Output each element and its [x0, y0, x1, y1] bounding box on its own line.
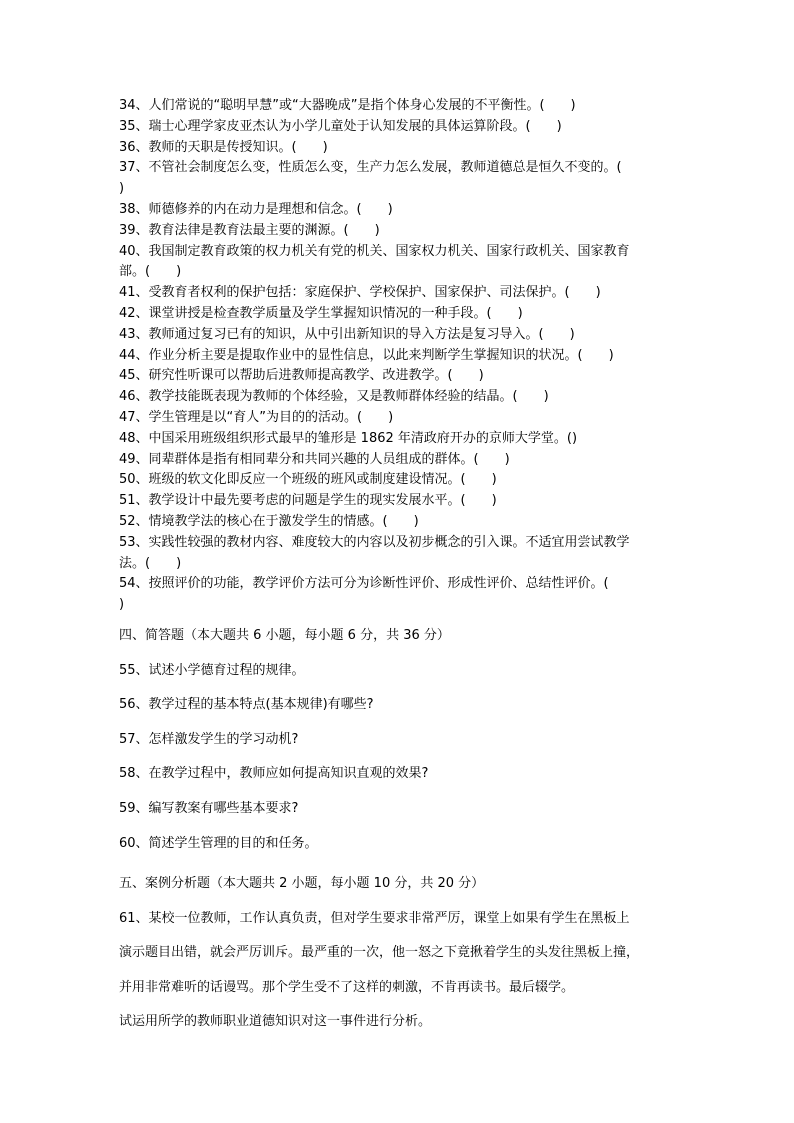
question-item [119, 429, 679, 450]
question-text: 49、同辈群体是指有相同辈分和共同兴趣的人员组成的群体。( ) [119, 451, 510, 467]
case-analysis-section [119, 874, 679, 1047]
question-item [119, 325, 679, 346]
question-text: 45、研究性听课可以帮助后进教师提高教学、改进教学。( ) [119, 368, 484, 384]
question-text: 51、教学设计中最先要考虑的问题是学生的现实发展水平。( ) [119, 493, 497, 509]
short-answer-question: 56、教学过程的基本特点(基本规律)有哪些? [119, 697, 374, 713]
question-item [119, 283, 679, 304]
question-text: 38、师德修养的内在动力是理想和信念。( ) [119, 201, 393, 217]
question-item [119, 346, 679, 367]
question-text: 37、不管社会制度怎么变，性质怎么变，生产力怎么发展，教师道德总是恒久不变的。( [119, 160, 622, 176]
question-item [119, 470, 679, 491]
question-text: 法。( ) [119, 555, 182, 571]
short-answer-question: 55、试述小学德育过程的规律。 [119, 662, 305, 678]
case-text-line: 演示题目出错，就会严厉训斥。最严重的一次，他一怒之下竟揪着学生的头发往黑板上撞， [119, 945, 640, 960]
question-text: 40、我国制定教育政策的权力机关有党的机关、国家权力机关、国家行政机关、国家教育 [119, 243, 630, 259]
case-text-line: 试运用所学的教师职业道德知识对这一事件进行分析。 [119, 1014, 432, 1029]
question-item [119, 450, 679, 471]
question-item [119, 387, 679, 408]
question-text: 35、瑞士心理学家皮亚杰认为小学儿童处于认知发展的具体运算阶段。( ) [119, 118, 562, 134]
question-text: 53、实践性较强的教材内容、难度较大的内容以及初步概念的引入课。不适宜用尝试教学 [119, 534, 630, 550]
question-item [119, 117, 679, 138]
question-item [119, 533, 679, 575]
case-text-line: 61、某校一位教师，工作认真负责，但对学生要求非常严厉，课堂上如果有学生在黑板上 [119, 910, 630, 926]
short-answer-question: 58、在教学过程中，教师应如何提高知识直观的效果? [119, 766, 429, 782]
section-heading: 四、简答题（本大题共 6 小题，每小题 6 分，共 36 分） [119, 628, 450, 643]
question-text: 42、课堂讲授是检查教学质量及学生掌握知识情况的一种手段。( ) [119, 305, 523, 321]
question-text: 54、按照评价的功能，教学评价方法可分为诊断性评价、形成性评价、总结性评价。( [119, 576, 609, 592]
question-text: 34、人们常说的“聪明早慧”或“大器晚成”是指个体身心发展的不平衡性。( ) [119, 98, 576, 113]
question-item [119, 242, 679, 284]
question-text: 52、情境教学法的核心在于激发学生的情感。( ) [119, 513, 419, 529]
question-text: 46、教学技能既表现为教师的个体经验，又是教师群体经验的结晶。( ) [119, 389, 549, 405]
short-answer-question: 59、编写教案有哪些基本要求? [119, 800, 299, 816]
question-text: 36、教师的天职是传授知识。( ) [119, 139, 328, 155]
question-text: ) [119, 597, 125, 613]
question-item [119, 512, 679, 533]
short-answer-question: 60、简述学生管理的目的和任务。 [119, 835, 318, 851]
question-item [119, 366, 679, 387]
question-item [119, 408, 679, 429]
question-item [119, 574, 679, 616]
question-item [119, 221, 679, 242]
question-text: 50、班级的软文化即反应一个班级的班风或制度建设情况。( ) [119, 472, 497, 488]
question-item [119, 158, 679, 200]
question-item [119, 491, 679, 512]
question-text: ) [119, 181, 125, 197]
case-text-line: 并用非常难听的话谩骂。那个学生受不了这样的刺激，不肯再读书。最后辍学。 [119, 979, 575, 995]
question-text: 47、学生管理是以“育人”为目的的活动。( ) [119, 409, 394, 425]
question-text: 39、教育法律是教育法最主要的渊源。( ) [119, 222, 380, 238]
question-item [119, 138, 679, 159]
short-answer-section [119, 626, 679, 868]
question-text: 44、作业分析主要是提取作业中的显性信息，以此来判断学生掌握知识的状况。( ) [119, 347, 614, 363]
question-text: 41、受教育者权利的保护包括：家庭保护、学校保护、国家保护、司法保护。( ) [119, 285, 601, 301]
question-text: 48、中国采用班级组织形式最早的雏形是 1862 年清政府开办的京师大学堂。() [119, 430, 578, 446]
question-item [119, 200, 679, 221]
section-heading: 五、案例分析题（本大题共 2 小题，每小题 10 分，共 20 分） [119, 876, 485, 891]
short-answer-question: 57、怎样激发学生的学习动机? [119, 731, 299, 747]
question-item [119, 96, 679, 117]
question-text: 43、教师通过复习已有的知识，从中引出新知识的导入方法是复习导入。( ) [119, 326, 575, 342]
question-item [119, 304, 679, 325]
true-false-questions [119, 96, 679, 616]
question-text: 部。( ) [119, 264, 182, 280]
